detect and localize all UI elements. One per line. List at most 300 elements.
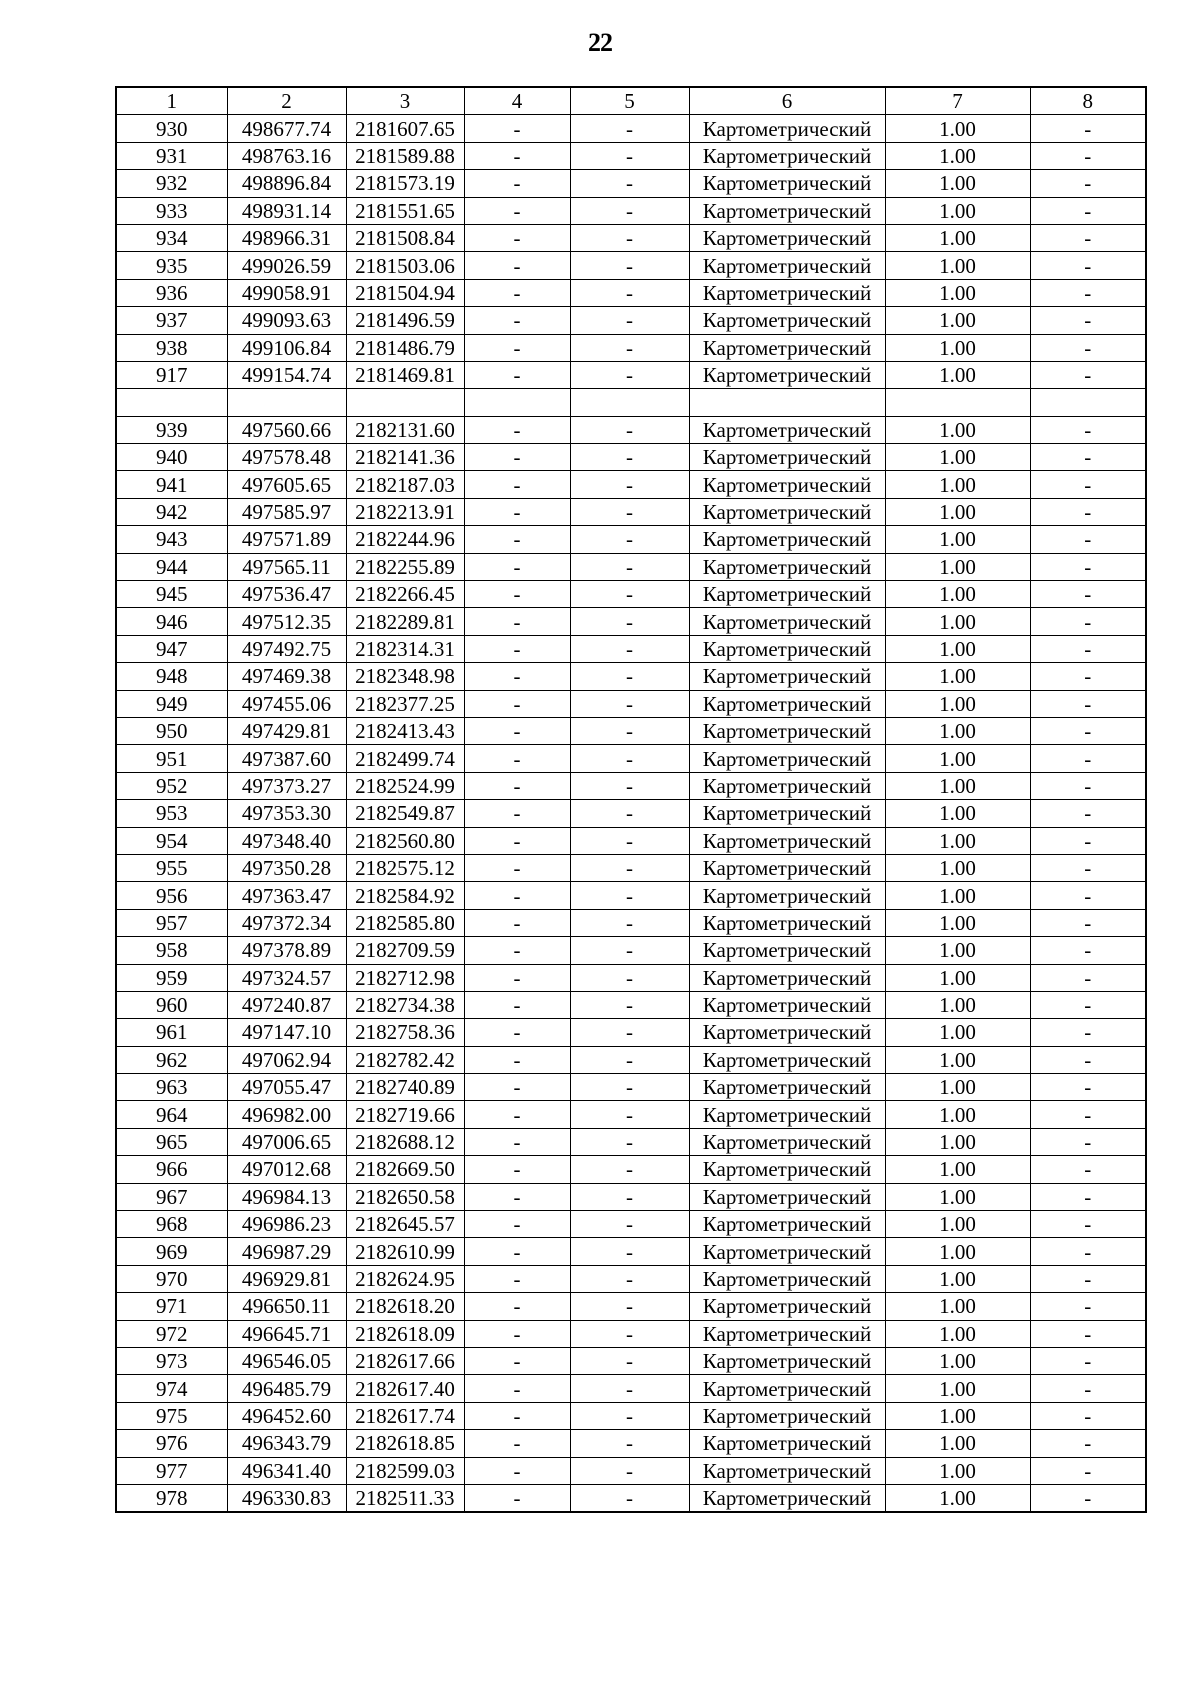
method-cell: Картометрический [689,827,885,854]
method-cell: Картометрический [689,854,885,881]
x-coordinate-cell: 497012.68 [227,1156,346,1183]
method-cell: Картометрический [689,800,885,827]
col8-cell: - [1030,361,1146,388]
x-coordinate-cell: 497536.47 [227,581,346,608]
x-coordinate-cell: 499026.59 [227,252,346,279]
method-cell: Картометрический [689,170,885,197]
col8-cell: - [1030,882,1146,909]
point-number-cell: 930 [116,115,227,142]
col8-cell: - [1030,608,1146,635]
method-cell: Картометрический [689,1347,885,1374]
col4-cell: - [464,1265,570,1292]
col4-cell: - [464,1457,570,1484]
col5-cell: - [570,334,689,361]
header-cell: 7 [885,87,1030,115]
col5-cell: - [570,498,689,525]
page-number: 22 [588,28,612,57]
table-row [116,581,1146,608]
table-row [116,690,1146,717]
accuracy-cell: 1.00 [885,279,1030,306]
x-coordinate-cell: 497387.60 [227,745,346,772]
method-cell: Картометрический [689,307,885,334]
method-cell: Картометрический [689,1101,885,1128]
table-row [116,1265,1146,1292]
col5-cell: - [570,854,689,881]
col5-cell: - [570,1074,689,1101]
point-number-cell: 974 [116,1375,227,1402]
col5-cell: - [570,717,689,744]
header-cell: 4 [464,87,570,115]
x-coordinate-cell: 496986.23 [227,1211,346,1238]
table-row [116,1375,1146,1402]
x-coordinate-cell: 497585.97 [227,498,346,525]
col8-cell: - [1030,416,1146,443]
table-row [116,1046,1146,1073]
col8-cell: - [1030,717,1146,744]
method-cell: Картометрический [689,1019,885,1046]
col4-cell: - [464,690,570,717]
point-number-cell: 959 [116,964,227,991]
method-cell: Картометрический [689,608,885,635]
table-row [116,1156,1146,1183]
col4-cell: - [464,197,570,224]
table-row [116,1320,1146,1347]
col5-cell: - [570,1457,689,1484]
table-row [116,279,1146,306]
accuracy-cell: 1.00 [885,772,1030,799]
accuracy-cell: 1.00 [885,608,1030,635]
table-row [116,170,1146,197]
table-body [116,87,1146,1512]
col4-cell: - [464,827,570,854]
point-number-cell: 963 [116,1074,227,1101]
col4-cell: - [464,334,570,361]
point-number-cell: 973 [116,1347,227,1374]
table-row [116,498,1146,525]
header-cell: 8 [1030,87,1146,115]
method-cell: Картометрический [689,882,885,909]
x-coordinate-cell: 496650.11 [227,1293,346,1320]
point-number-cell: 945 [116,581,227,608]
col8-cell: - [1030,1320,1146,1347]
method-cell: Картометрический [689,197,885,224]
point-number-cell: 976 [116,1430,227,1457]
col8-cell: - [1030,909,1146,936]
col5-cell: - [570,772,689,799]
col5-cell: - [570,197,689,224]
y-coordinate-cell: 2182618.09 [346,1320,464,1347]
table-row [116,1211,1146,1238]
col4-cell: - [464,581,570,608]
col8-cell: - [1030,197,1146,224]
col8-cell: - [1030,964,1146,991]
y-coordinate-cell: 2182617.40 [346,1375,464,1402]
x-coordinate-cell: 496645.71 [227,1320,346,1347]
y-coordinate-cell: 2182758.36 [346,1019,464,1046]
table-row [116,471,1146,498]
x-coordinate-cell: 496546.05 [227,1347,346,1374]
y-coordinate-cell: 2182782.42 [346,1046,464,1073]
col5-cell: - [570,964,689,991]
table-row [116,1430,1146,1457]
point-number-cell: 965 [116,1128,227,1155]
col4-cell: - [464,307,570,334]
point-number-cell: 969 [116,1238,227,1265]
point-number-cell: 944 [116,553,227,580]
point-number-cell: 961 [116,1019,227,1046]
table-row [116,142,1146,169]
col4-cell: - [464,1484,570,1512]
method-cell: Картометрический [689,416,885,443]
col5-cell: - [570,416,689,443]
method-cell: Картометрический [689,1484,885,1512]
col8-cell: - [1030,1156,1146,1183]
col4-cell: - [464,1238,570,1265]
col5-cell: - [570,279,689,306]
y-coordinate-cell: 2182650.58 [346,1183,464,1210]
table-row [116,909,1146,936]
x-coordinate-cell: 496452.60 [227,1402,346,1429]
x-coordinate-cell: 498931.14 [227,197,346,224]
point-number-cell: 939 [116,416,227,443]
y-coordinate-cell [346,389,464,416]
accuracy-cell: 1.00 [885,717,1030,744]
x-coordinate-cell: 499106.84 [227,334,346,361]
col5-cell: - [570,608,689,635]
x-coordinate-cell: 497492.75 [227,635,346,662]
y-coordinate-cell: 2181573.19 [346,170,464,197]
y-coordinate-cell: 2182584.92 [346,882,464,909]
y-coordinate-cell: 2182712.98 [346,964,464,991]
y-coordinate-cell: 2182213.91 [346,498,464,525]
y-coordinate-cell: 2182255.89 [346,553,464,580]
accuracy-cell: 1.00 [885,1430,1030,1457]
table-row [116,307,1146,334]
col4-cell: - [464,471,570,498]
col4-cell: - [464,142,570,169]
col4-cell: - [464,1156,570,1183]
accuracy-cell: 1.00 [885,909,1030,936]
point-number-cell: 957 [116,909,227,936]
col5-cell: - [570,827,689,854]
col5-cell: - [570,444,689,471]
col5-cell [570,389,689,416]
col4-cell: - [464,1320,570,1347]
table-row [116,635,1146,662]
accuracy-cell: 1.00 [885,471,1030,498]
y-coordinate-cell: 2182585.80 [346,909,464,936]
col5-cell: - [570,635,689,662]
col5-cell: - [570,1046,689,1073]
method-cell: Картометрический [689,471,885,498]
point-number-cell: 935 [116,252,227,279]
accuracy-cell: 1.00 [885,1101,1030,1128]
col8-cell: - [1030,1046,1146,1073]
col5-cell: - [570,1238,689,1265]
col8-cell: - [1030,170,1146,197]
x-coordinate-cell: 497560.66 [227,416,346,443]
accuracy-cell: 1.00 [885,1074,1030,1101]
method-cell: Картометрический [689,964,885,991]
point-number-cell: 938 [116,334,227,361]
col8-cell: - [1030,1457,1146,1484]
x-coordinate-cell: 496341.40 [227,1457,346,1484]
y-coordinate-cell: 2182511.33 [346,1484,464,1512]
x-coordinate-cell: 497469.38 [227,663,346,690]
col5-cell: - [570,1211,689,1238]
y-coordinate-cell: 2181607.65 [346,115,464,142]
accuracy-cell: 1.00 [885,224,1030,251]
y-coordinate-cell: 2182719.66 [346,1101,464,1128]
point-number-cell: 940 [116,444,227,471]
header-cell: 6 [689,87,885,115]
method-cell: Картометрический [689,772,885,799]
point-number-cell: 917 [116,361,227,388]
accuracy-cell: 1.00 [885,1046,1030,1073]
method-cell: Картометрический [689,224,885,251]
table-row [116,1402,1146,1429]
x-coordinate-cell: 497455.06 [227,690,346,717]
method-cell: Картометрический [689,361,885,388]
col5-cell: - [570,224,689,251]
col4-cell: - [464,1347,570,1374]
col8-cell: - [1030,1211,1146,1238]
point-number-cell: 972 [116,1320,227,1347]
col8-cell: - [1030,252,1146,279]
x-coordinate-cell: 496485.79 [227,1375,346,1402]
accuracy-cell: 1.00 [885,1019,1030,1046]
accuracy-cell [885,389,1030,416]
col8-cell: - [1030,498,1146,525]
accuracy-cell: 1.00 [885,307,1030,334]
table-row [116,854,1146,881]
col4-cell: - [464,1074,570,1101]
table-row [116,882,1146,909]
accuracy-cell: 1.00 [885,854,1030,881]
col8-cell: - [1030,772,1146,799]
x-coordinate-cell: 497006.65 [227,1128,346,1155]
col4-cell: - [464,1430,570,1457]
col4-cell [464,389,570,416]
col4-cell: - [464,361,570,388]
x-coordinate-cell: 496343.79 [227,1430,346,1457]
header-cell: 1 [116,87,227,115]
col5-cell: - [570,252,689,279]
table-row [116,663,1146,690]
header-cell: 3 [346,87,464,115]
method-cell: Картометрический [689,279,885,306]
col8-cell: - [1030,663,1146,690]
x-coordinate-cell: 497372.34 [227,909,346,936]
point-number-cell: 931 [116,142,227,169]
table-row [116,115,1146,142]
col4-cell: - [464,882,570,909]
table-row [116,937,1146,964]
col4-cell: - [464,279,570,306]
col5-cell: - [570,1101,689,1128]
table-row [116,416,1146,443]
col5-cell: - [570,663,689,690]
col8-cell: - [1030,526,1146,553]
col8-cell [1030,389,1146,416]
table-row [116,772,1146,799]
y-coordinate-cell: 2182669.50 [346,1156,464,1183]
col5-cell: - [570,1484,689,1512]
y-coordinate-cell: 2182131.60 [346,416,464,443]
x-coordinate-cell: 497578.48 [227,444,346,471]
col8-cell: - [1030,1293,1146,1320]
x-coordinate-cell: 496330.83 [227,1484,346,1512]
accuracy-cell: 1.00 [885,1484,1030,1512]
accuracy-cell: 1.00 [885,1320,1030,1347]
col8-cell: - [1030,553,1146,580]
x-coordinate-cell: 497348.40 [227,827,346,854]
point-number-cell: 978 [116,1484,227,1512]
x-coordinate-cell: 497055.47 [227,1074,346,1101]
y-coordinate-cell: 2182348.98 [346,663,464,690]
accuracy-cell: 1.00 [885,937,1030,964]
accuracy-cell: 1.00 [885,197,1030,224]
point-number-cell: 968 [116,1211,227,1238]
method-cell: Картометрический [689,142,885,169]
col4-cell: - [464,909,570,936]
point-number-cell: 950 [116,717,227,744]
accuracy-cell: 1.00 [885,991,1030,1018]
x-coordinate-cell: 497350.28 [227,854,346,881]
col5-cell: - [570,991,689,1018]
point-number-cell [116,389,227,416]
col8-cell: - [1030,800,1146,827]
x-coordinate-cell: 497240.87 [227,991,346,1018]
method-cell: Картометрический [689,1265,885,1292]
col4-cell: - [464,1375,570,1402]
col5-cell: - [570,581,689,608]
col8-cell: - [1030,854,1146,881]
y-coordinate-cell: 2181503.06 [346,252,464,279]
col8-cell: - [1030,1375,1146,1402]
method-cell [689,389,885,416]
point-number-cell: 971 [116,1293,227,1320]
col4-cell: - [464,745,570,772]
y-coordinate-cell: 2182244.96 [346,526,464,553]
coordinates-table [115,86,1147,1513]
accuracy-cell: 1.00 [885,1347,1030,1374]
accuracy-cell: 1.00 [885,252,1030,279]
accuracy-cell: 1.00 [885,827,1030,854]
accuracy-cell: 1.00 [885,663,1030,690]
accuracy-cell: 1.00 [885,635,1030,662]
x-coordinate-cell: 496987.29 [227,1238,346,1265]
col4-cell: - [464,1046,570,1073]
x-coordinate-cell: 497605.65 [227,471,346,498]
point-number-cell: 967 [116,1183,227,1210]
col8-cell: - [1030,471,1146,498]
point-number-cell: 977 [116,1457,227,1484]
x-coordinate-cell: 497565.11 [227,553,346,580]
accuracy-cell: 1.00 [885,964,1030,991]
point-number-cell: 946 [116,608,227,635]
col4-cell: - [464,800,570,827]
x-coordinate-cell: 496982.00 [227,1101,346,1128]
accuracy-cell: 1.00 [885,526,1030,553]
y-coordinate-cell: 2182709.59 [346,937,464,964]
col8-cell: - [1030,991,1146,1018]
col8-cell: - [1030,1430,1146,1457]
method-cell: Картометрический [689,526,885,553]
accuracy-cell: 1.00 [885,1183,1030,1210]
accuracy-cell: 1.00 [885,361,1030,388]
col4-cell: - [464,1211,570,1238]
accuracy-cell: 1.00 [885,1238,1030,1265]
col5-cell: - [570,1293,689,1320]
y-coordinate-cell: 2182560.80 [346,827,464,854]
accuracy-cell: 1.00 [885,745,1030,772]
header-cell: 5 [570,87,689,115]
col8-cell: - [1030,115,1146,142]
col8-cell: - [1030,745,1146,772]
col4-cell: - [464,1293,570,1320]
table-row [116,334,1146,361]
y-coordinate-cell: 2182618.20 [346,1293,464,1320]
col8-cell: - [1030,1101,1146,1128]
table-row [116,964,1146,991]
table-row [116,1074,1146,1101]
point-number-cell: 964 [116,1101,227,1128]
y-coordinate-cell: 2182740.89 [346,1074,464,1101]
col8-cell: - [1030,1402,1146,1429]
col4-cell: - [464,224,570,251]
table-row [116,1347,1146,1374]
col4-cell: - [464,1128,570,1155]
method-cell: Картометрический [689,745,885,772]
method-cell: Картометрический [689,444,885,471]
x-coordinate-cell: 496984.13 [227,1183,346,1210]
col5-cell: - [570,937,689,964]
x-coordinate-cell: 497429.81 [227,717,346,744]
col5-cell: - [570,1156,689,1183]
col5-cell: - [570,1347,689,1374]
method-cell: Картометрический [689,937,885,964]
col4-cell: - [464,717,570,744]
x-coordinate-cell: 499058.91 [227,279,346,306]
method-cell: Картометрический [689,553,885,580]
x-coordinate-cell: 497363.47 [227,882,346,909]
col5-cell: - [570,1320,689,1347]
accuracy-cell: 1.00 [885,1402,1030,1429]
y-coordinate-cell: 2181469.81 [346,361,464,388]
col5-cell: - [570,909,689,936]
x-coordinate-cell: 497571.89 [227,526,346,553]
y-coordinate-cell: 2182289.81 [346,608,464,635]
accuracy-cell: 1.00 [885,115,1030,142]
method-cell: Картометрический [689,663,885,690]
table-row [116,1128,1146,1155]
table-row [116,1293,1146,1320]
table-row [116,827,1146,854]
x-coordinate-cell: 497353.30 [227,800,346,827]
col5-cell: - [570,882,689,909]
x-coordinate-cell: 499093.63 [227,307,346,334]
point-number-cell: 937 [116,307,227,334]
point-number-cell: 956 [116,882,227,909]
point-number-cell: 960 [116,991,227,1018]
table-row [116,800,1146,827]
point-number-cell: 947 [116,635,227,662]
y-coordinate-cell: 2181504.94 [346,279,464,306]
accuracy-cell: 1.00 [885,1265,1030,1292]
table-row [116,717,1146,744]
y-coordinate-cell: 2181486.79 [346,334,464,361]
